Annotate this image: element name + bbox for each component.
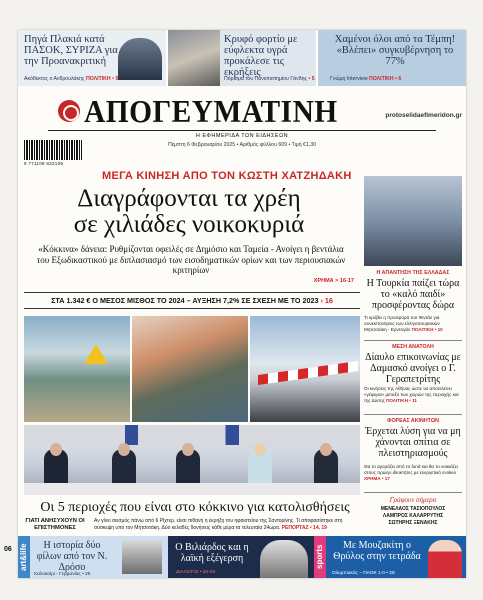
- masthead-tagline: Η ΕΦΗΜΕΡΙΔΑ ΤΩΝ ΕΙΔΗΣΕΩΝ: [195, 133, 289, 139]
- bottom-history-headline: Ο Βιλιάρδος και η λαϊκή εξέγερση: [175, 542, 249, 564]
- art-life-tag: art&life: [18, 536, 30, 578]
- teaser-3-sub: Γνώμη Interview: [330, 76, 368, 82]
- bottom-sports-photo: [428, 540, 462, 578]
- damascus-headline[interactable]: Δίαυλο επικοινωνίας με Δαμασκό ανοίγει ο Γ. Γεραπετρίτης: [365, 352, 461, 385]
- teaser-1-ref: ΠΟΛΙΤΙΚΗ • 5: [85, 76, 119, 82]
- main-page-ref: ΧΡΗΜΑ > 16-17: [313, 278, 354, 284]
- teaser-2[interactable]: [168, 30, 316, 86]
- main-kicker: ΜΕΓΑ ΚΙΝΗΣΗ ΑΠΟ ΤΟΝ ΚΩΣΤΗ ΧΑΤΖΗΔΑΚΗ: [102, 170, 352, 182]
- bottom-teaser-art[interactable]: [18, 536, 168, 578]
- landslide-headline[interactable]: Οι 5 περιοχές που είναι στο κόκκινο για κατολισθήσεις: [40, 500, 350, 515]
- auctions-text: [364, 464, 462, 481]
- bottom-art-headline: Η ιστορία δύο φίλων από τον Ν. Δρόσο: [36, 540, 108, 573]
- teaser-3-ref: ΠΟΛΙΤΙΚΗ • 6: [369, 76, 402, 82]
- bottom-sports-sub: Ολυμπιακός – ΠΑΟΚ 1-0 • 28: [332, 571, 395, 576]
- logo-emblem-icon: [58, 100, 80, 122]
- turkey-text: [364, 315, 462, 332]
- page-number: 06: [4, 546, 12, 553]
- damascus-ref: ΠΟΛΙΤΙΚΗ • 11: [386, 397, 417, 403]
- bottom-history-photo: [260, 540, 308, 578]
- writer-3: ΣΩΤΗΡΗΣ ΞΕΝΑΚΗΣ: [388, 520, 438, 526]
- turkey-body: Τι κρύβει η προσφορά του Φιντάν για συνεκπονήσεις των ελληνοτουρκικών Μητσοτάκη - Ερντογάν: [364, 315, 440, 332]
- warning-sign-icon: [84, 344, 108, 364]
- teaser-2-sub: Πόρισμα του Πανεπιστημίου Γάνδης: [224, 76, 308, 82]
- photo-cliffs: [132, 316, 248, 422]
- meeting-backdrop: [24, 425, 360, 445]
- teaser-3-headline: Χαμένοι όλοι από τα Τέμπη! «Βλέπει» συγκυβέρνηση το 77%: [334, 34, 456, 67]
- bottom-teaser-strip: [18, 536, 466, 578]
- bottom-art-sub: Καλοκαίρι - Γερμανίας • 25: [34, 572, 91, 577]
- teaser-1-photo: [118, 38, 162, 80]
- newspaper-front-page: [18, 30, 466, 578]
- teaser-2-photo: [168, 30, 220, 86]
- photo-coastline: [24, 316, 130, 422]
- santorini-ref: ΡΕΠΟΡΤΑΖ • 14, 19: [281, 524, 327, 531]
- main-deck: «Κόκκινα» δάνεια: Ρυθμίζονται οφειλές σε Δημόσιο και Ταμεία - Ανοίγει η βεντάλια του Εξωδικαστικού με διπλασιασμό των εισοδηματικών ορίων και των περιουσιακών κριτηρίων: [36, 244, 346, 275]
- bottom-teaser-history[interactable]: [168, 536, 314, 578]
- barcode-number: 9 771108 822109: [24, 161, 64, 166]
- bottom-sports-headline: Με Μουζακίτη ο Θρύλος στην τετράδα: [333, 540, 421, 562]
- teaser-1[interactable]: [18, 30, 166, 86]
- source-watermark: protoselidaefimeridon.gr: [385, 112, 462, 119]
- writer-1: ΜΕΝΕΛΑΟΣ ΤΑΣΙΟΠΟΥΛΟΣ: [380, 506, 446, 512]
- auctions-body: Θα το αγοράζει από το fund και θα το νοικιάζει στους πρώην ιδιοκτήτες με ευεργετικό ενοίκιο: [364, 464, 458, 475]
- photo-meeting: [24, 425, 360, 495]
- meeting-table: [24, 483, 360, 495]
- property-agency-label: ΦΟΡΕΑΣ ΑΚΙΝΗΤΩΝ: [387, 418, 439, 424]
- damascus-text: [364, 386, 462, 403]
- salary-stats-bar: [24, 292, 360, 309]
- bottom-history-sub: ΔΙΑΛΟΓΟΙ • 18-19: [176, 570, 215, 575]
- main-headline[interactable]: [24, 186, 354, 238]
- masthead-title: ΑΠΟΓΕΥΜΑΤΙΝΗ: [84, 93, 338, 129]
- teaser-1-sub: Ακόθεκτος ο Ανδρουλάκης: [24, 76, 85, 82]
- masthead-rule: [48, 130, 436, 131]
- salary-stats-ref: › 16: [320, 296, 333, 305]
- teaser-1-headline: Πηγά Πλακιά κατά ΠΑΣΟΚ, ΣΥΡΙΖΑ για την Προανακριτική: [24, 34, 118, 67]
- photo-leaders: [364, 176, 462, 266]
- damascus-body: Οι κινήσεις της Αθήνας ώστε να αποτελέσει «γέφυρα» μεταξύ των χωρών της περιοχής και της Δύσης: [364, 386, 459, 403]
- writers-title: Γράφουν σήμερα: [389, 496, 437, 504]
- salary-stats-text: ΣΤΑ 1.342 € Ο ΜΕΣΟΣ ΜΙΣΘΟΣ ΤΟ 2024 – ΑΥΞΗΣΗ 7,2% ΣΕ ΣΧΕΣΗ ΜΕ ΤΟ 2023: [51, 296, 319, 305]
- bottom-teaser-sports[interactable]: [314, 536, 466, 578]
- santorini-text: [94, 518, 356, 531]
- top-teaser-strip: [18, 30, 466, 86]
- santorini-body: Αν γίνει σεισμός πάνω από 6 Ρίχτερ, είναι πιθανή η έκρηξη του ηφαιστείου της Σαντορίνης. Τι αποφασίστηκε στη σύσκεψη υπό τον Μητσοτάκη. Δύο κελαδές δονήσεις κάθε μέρα τα τελευταία 24ωρα.: [94, 518, 343, 531]
- teaser-2-ref: • 5: [308, 76, 315, 82]
- teaser-3[interactable]: [318, 30, 466, 86]
- greece-answer-label: Η ΑΠΑΝΤΗΣΗ ΤΗΣ ΕΛΛΑΔΑΣ: [376, 270, 450, 276]
- middle-east-label: ΜΕΣΗ ΑΝΑΤΟΛΗ: [392, 344, 434, 350]
- teaser-2-headline: Κρυφό φορτίο με εύφλεκτα υγρά προκάλεσε τις εκρήξεις: [224, 34, 298, 78]
- sports-tag: sports: [314, 536, 326, 578]
- dateline: Πέμπτη 6 Φεβρουαρίου 2025 • Αριθμός φύλλου 609 • Τιμή €1,30: [167, 142, 317, 148]
- main-headline-line-2: σε χιλιάδες νοικοκυριά: [73, 211, 305, 238]
- auctions-headline[interactable]: Έρχεται λύση για να μη χάνονται σπίτια σε πλειστηριασμούς: [365, 426, 461, 459]
- auctions-ref: ΧΡΗΜΑ • 17: [364, 475, 390, 481]
- scientists-box: ΓΙΑΤΙ ΑΝΗΣΥΧΟΥΝ ΟΙ ΕΠΙΣΤΗΜΟΝΕΣ: [25, 518, 85, 531]
- main-headline-line-1: Διαγράφονται τα χρέη: [77, 185, 301, 212]
- writer-2: ΛΑΜΠΡΟΣ ΚΑΛΑΡΡΥΤΗΣ: [382, 513, 444, 519]
- turkey-ref: ΠΟΛΙΤΙΚΗ • 10: [411, 326, 443, 332]
- bottom-art-photo: [122, 540, 162, 574]
- turkey-headline[interactable]: Η Τουρκία παίζει τώρα το «καλό παιδί» προσφέροντας δώρα: [366, 278, 460, 311]
